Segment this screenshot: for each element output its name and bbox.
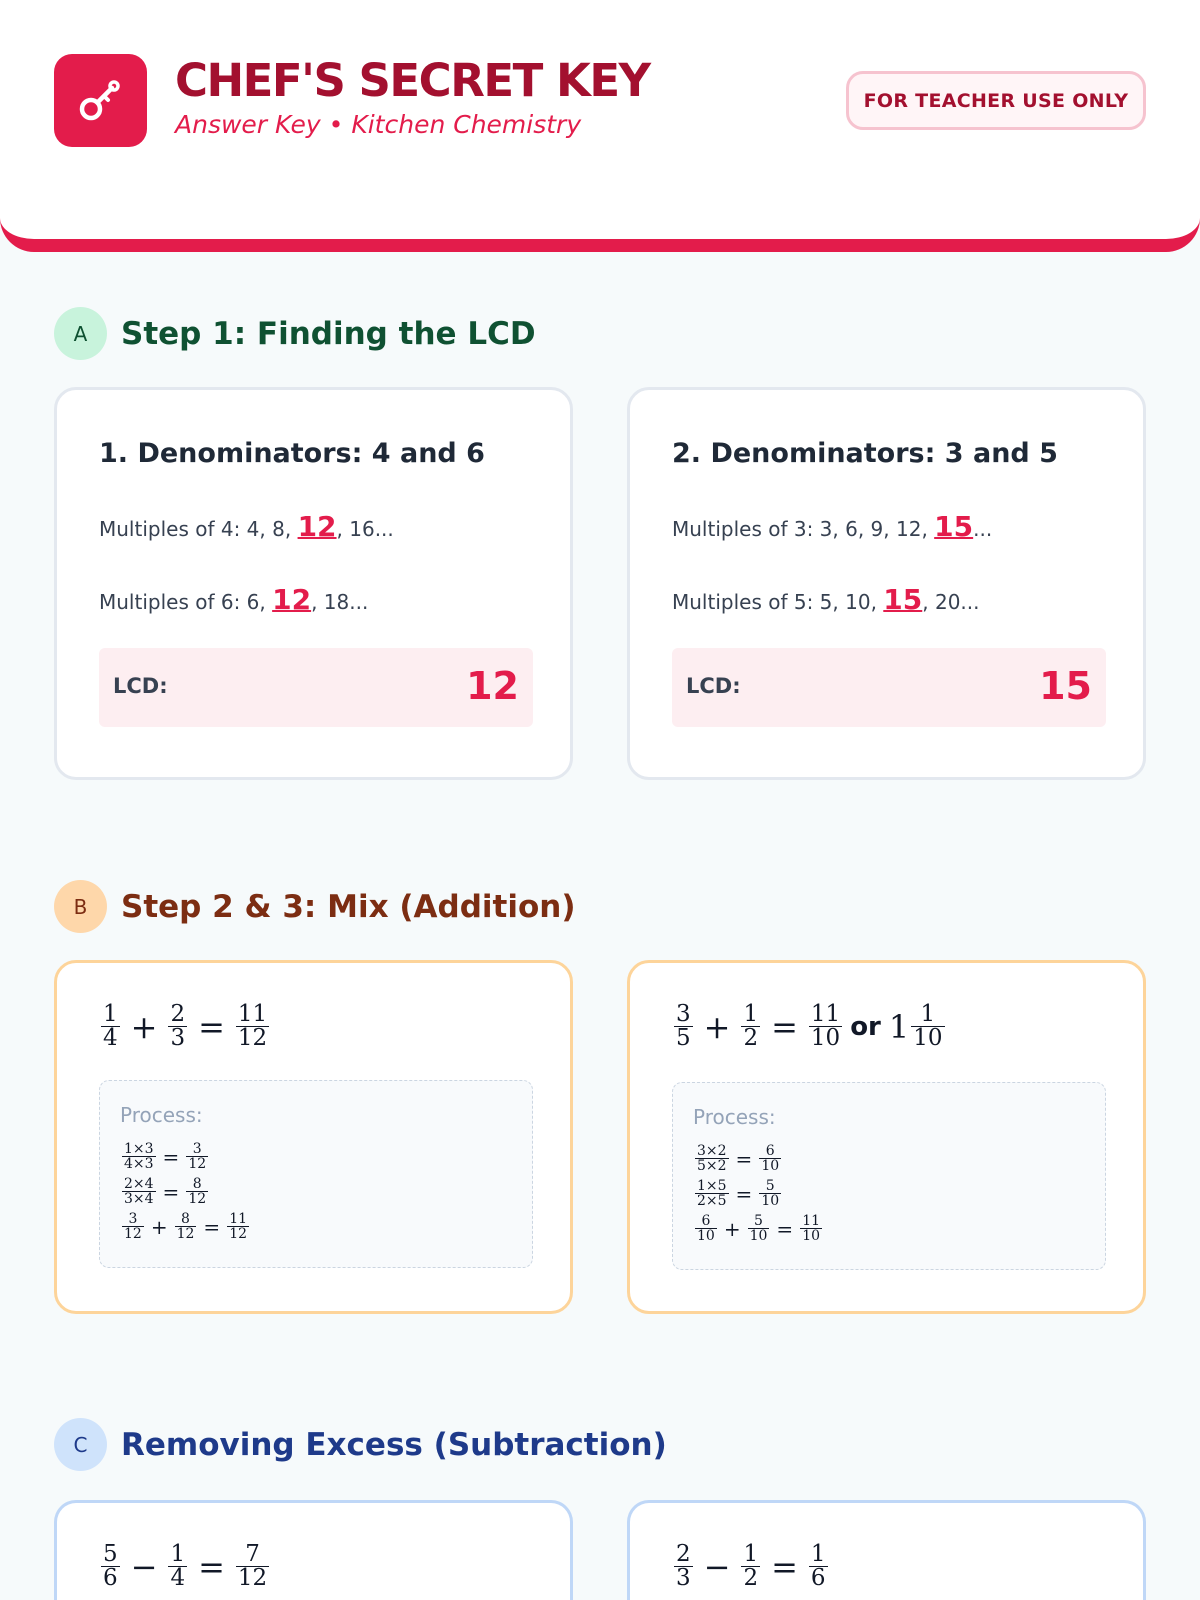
lcd-label: LCD: — [113, 674, 168, 698]
subtraction-equation — [101, 1543, 269, 1590]
multiples-text: ... — [973, 517, 993, 541]
multiples-line — [672, 583, 980, 616]
fraction: $\frac{2}{3}$ — [676, 1541, 691, 1591]
multiples-text: Multiples of 6: 6, — [99, 590, 273, 614]
section-c-title: Removing Excess (Subtraction) — [121, 1426, 667, 1463]
minus-sign: − — [130, 1547, 158, 1586]
process-step: $\frac{3\times 2}{5\times 2}$ = $\frac{6}{10}$ — [697, 1143, 780, 1174]
equals-sign: = — [198, 1547, 225, 1586]
fraction: $\frac{1}{4}$ — [103, 1001, 118, 1051]
process-steps — [695, 1141, 822, 1246]
logo — [54, 54, 147, 147]
plus-sign: + — [703, 1007, 731, 1046]
result-fraction: $\frac{7}{12}$ — [237, 1541, 268, 1591]
equals-sign: = — [198, 1007, 225, 1046]
multiples-text: Multiples of 5: 5, 10, — [672, 590, 884, 614]
page-title: CHEF'S SECRET KEY — [175, 54, 650, 107]
section-b-badge: B — [54, 880, 107, 933]
multiples-text: , 18... — [311, 590, 369, 614]
lcd-value: 15 — [1039, 664, 1092, 708]
mixed-fraction: $\frac{1}{10}$ — [913, 1001, 943, 1051]
common-multiple: 12 — [272, 583, 312, 616]
multiples-line — [99, 583, 368, 616]
fraction: $\frac{1}{2}$ — [743, 1001, 759, 1051]
process-step: $\frac{3}{12}$ + $\frac{8}{12}$ = $\frac{11}{12}$ — [124, 1211, 248, 1242]
multiples-text: , 16... — [336, 517, 394, 541]
equals-sign: = — [771, 1547, 798, 1586]
mixed-whole: 1 — [888, 1007, 910, 1046]
lcd-label: LCD: — [686, 674, 741, 698]
fraction: $\frac{5}{6}$ — [103, 1541, 118, 1591]
section-c-heading — [54, 1418, 667, 1471]
section-c-badge: C — [54, 1418, 107, 1471]
equals-sign: = — [771, 1007, 798, 1046]
process-box — [672, 1082, 1106, 1270]
header — [0, 0, 1200, 252]
lcd-value: 12 — [466, 664, 519, 708]
process-label: Process: — [693, 1105, 776, 1129]
addition-equation — [101, 1003, 269, 1050]
subtraction-card-2 — [627, 1500, 1146, 1600]
common-multiple: 12 — [297, 510, 337, 543]
process-step: $\frac{1\times 5}{2\times 5}$ = $\frac{5}{10}$ — [697, 1178, 780, 1209]
result-fraction: $\frac{11}{12}$ — [237, 1001, 268, 1051]
process-step: $\frac{1\times 3}{4\times 3}$ = $\frac{3}{12}$ — [124, 1141, 207, 1172]
fraction: $\frac{3}{5}$ — [676, 1001, 691, 1051]
teacher-only-badge: FOR TEACHER USE ONLY — [846, 71, 1146, 130]
result-fraction: $\frac{1}{6}$ — [810, 1541, 826, 1591]
fraction: $\frac{1}{2}$ — [743, 1541, 759, 1591]
multiples-line — [99, 510, 394, 543]
multiples-text: , 20... — [922, 590, 980, 614]
multiples-line — [672, 510, 992, 543]
addition-card-1 — [54, 960, 573, 1314]
lcd-result-box — [672, 648, 1106, 727]
process-box — [99, 1080, 533, 1268]
page-subtitle: Answer Key • Kitchen Chemistry — [175, 110, 582, 139]
plus-sign: + — [130, 1007, 158, 1046]
section-a-heading — [54, 307, 536, 360]
process-step: $\frac{2\times 4}{3\times 4}$ = $\frac{8}{12}$ — [124, 1176, 207, 1207]
lcd-card-2 — [627, 387, 1146, 780]
section-b-title: Step 2 & 3: Mix (Addition) — [121, 888, 576, 925]
process-step: $\frac{6}{10}$ + $\frac{5}{10}$ = $\frac{11}{10}$ — [697, 1213, 821, 1244]
key-icon — [74, 74, 127, 127]
process-label: Process: — [120, 1103, 203, 1127]
process-steps — [122, 1139, 249, 1244]
addition-equation — [674, 1003, 945, 1050]
fraction: $\frac{1}{4}$ — [170, 1541, 186, 1591]
section-a-badge: A — [54, 307, 107, 360]
card-title: 1. Denominators: 4 and 6 — [99, 438, 485, 469]
addition-card-2 — [627, 960, 1146, 1314]
lcd-result-box — [99, 648, 533, 727]
fraction: $\frac{2}{3}$ — [170, 1001, 186, 1051]
subtraction-equation — [674, 1543, 828, 1590]
result-fraction: $\frac{11}{10}$ — [810, 1001, 841, 1051]
common-multiple: 15 — [883, 583, 923, 616]
section-b-heading — [54, 880, 576, 933]
minus-sign: − — [703, 1547, 731, 1586]
lcd-card-1 — [54, 387, 573, 780]
section-a-title: Step 1: Finding the LCD — [121, 315, 536, 352]
common-multiple: 15 — [934, 510, 974, 543]
multiples-text: Multiples of 4: 4, 8, — [99, 517, 298, 541]
card-title: 2. Denominators: 3 and 5 — [672, 438, 1058, 469]
or-label: or — [850, 1011, 881, 1042]
subtraction-card-1 — [54, 1500, 573, 1600]
multiples-text: Multiples of 3: 3, 6, 9, 12, — [672, 517, 935, 541]
